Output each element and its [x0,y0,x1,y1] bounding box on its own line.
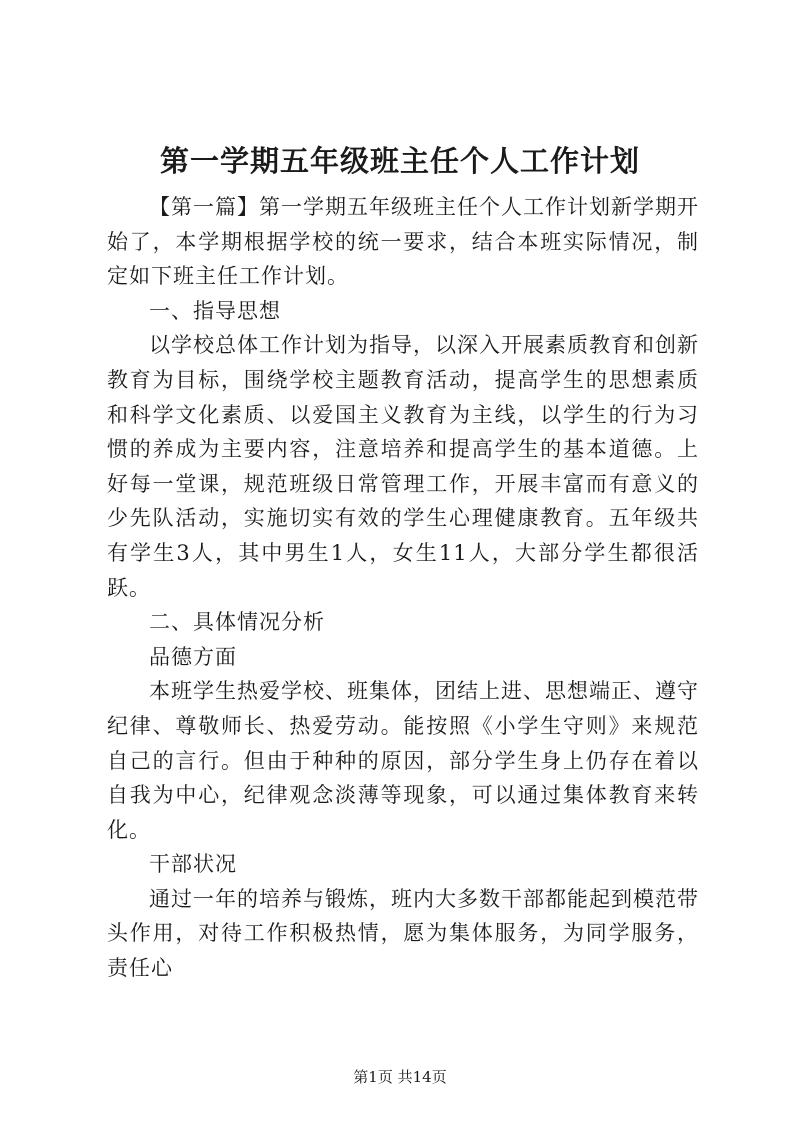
document-body [107,190,699,986]
section-heading-situation-analysis: 二、具体情况分析 [149,610,325,635]
page-footer: 第1页 共14页 [353,1068,447,1086]
section-heading-guiding-ideology: 一、指导思想 [149,298,281,323]
document-title: 第一学期五年级班主任个人工作计划 [159,144,640,178]
moral-character-paragraph: 本班学生热爱学校、班集体，团结上进、思想端正、遵守纪律、尊敬师长、热爱劳动。能按照《小学生守则》来规范自己的言行。但由于种种的原因，部分学生身上仍存在着以自我为中心，纪律观念淡薄等现象，可以通过集体教育来转化。 [107,679,699,842]
intro-paragraph: 【第一篇】第一学期五年级班主任个人工作计划新学期开始了，本学期根据学校的统一要求，结合本班实际情况，制定如下班主任工作计划。 [107,195,699,289]
guiding-ideology-paragraph: 以学校总体工作计划为指导，以深入开展素质教育和创新教育为目标，围绕学校主题教育活动，提高学生的思想素质和科学文化素质、以爱国主义教育为主线，以学生的行为习惯的养成为主要内容，注意培养和提高学生的基本道德。上好每一堂课，规范班级日常管理工作，开展丰富而有意义的少先队活动，实施切实有效的学生心理健康教育。五年级共有学生3人，其中男生1人，女生11人，大部分学生都很活跃。 [107,333,699,600]
subheading-moral-character: 品德方面 [149,644,237,669]
subheading-cadre-status: 干部状况 [149,852,237,877]
cadre-status-paragraph: 通过一年的培养与锻炼，班内大多数干部都能起到模范带头作用，对待工作积极热情，愿为集体服务，为同学服务，责任心 [107,886,699,981]
